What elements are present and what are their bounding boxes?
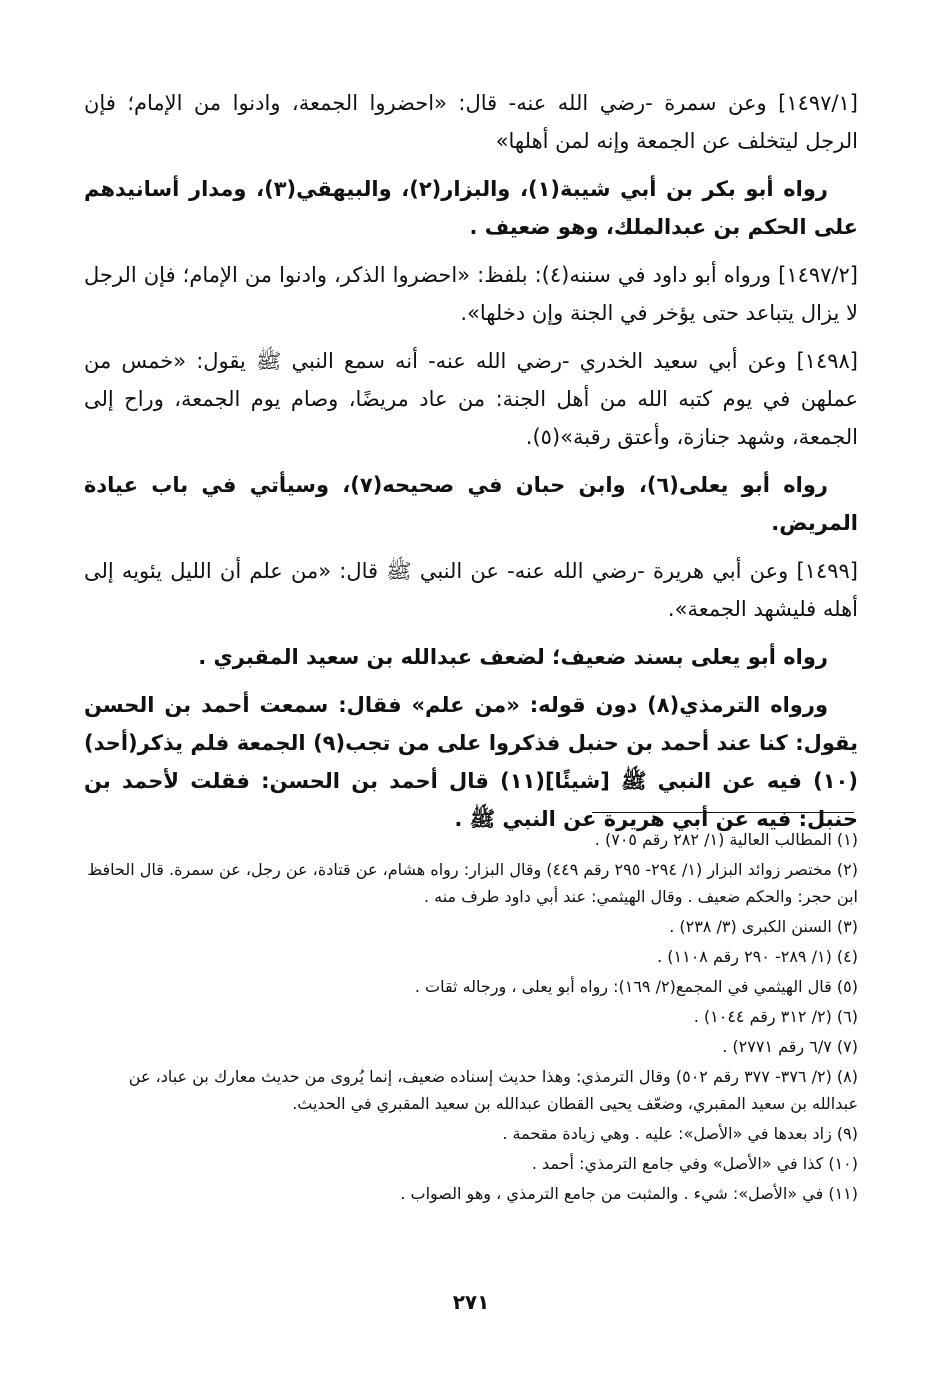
- footnote-8: (٨) (٢/ ٣٧٦- ٣٧٧ رقم ٥٠٢) وقال الترمذي: وهذا حديث إسناده ضعيف، إنما يُروى من حديث معارك بن عباد، عن عبدالله بن سعيد المقبري، وضعّف يحيى القطان عبدالله بن سعيد المقبري في الحديث.: [128, 1067, 858, 1113]
- footnote-10: (١٠) كذا في «الأصل» وفي جامع الترمذي: أحمد .: [531, 1154, 858, 1173]
- hadith-1498: [١٤٩٨] وعن أبي سعيد الخدري -رضي الله عنه- أنه سمع النبي ﷺ يقول: «خمس من عملهن في يوم كتبه الله من أهل الجنة: من عاد مريضًا، وصام يوم الجمعة، وراح إلى الجمعة، وشهد جنازة، وأعتق رقبة»(٥).: [84, 349, 858, 449]
- footnote-1: (١) المطالب العالية (١/ ٢٨٢ رقم ٧٠٥) .: [594, 830, 858, 849]
- footnote-7: (٧) ٦/٧ رقم ٢٧٧١) .: [722, 1037, 858, 1056]
- hadith-1497-1: [١٤٩٧/١] وعن سمرة -رضي الله عنه- قال: «احضروا الجمعة، وادنوا من الإمام؛ فإن الرجل ليتخلف عن الجمعة وإنه لمن أهلها»: [84, 91, 858, 153]
- takhrij-1499-abu-yala: رواه أبو يعلى بسند ضعيف؛ لضعف عبدالله بن سعيد المقبري .: [198, 645, 828, 669]
- footnote-9: (٩) زاد بعدها في «الأصل»: عليه . وهي زيادة مقحمة .: [502, 1124, 858, 1143]
- footnote-2: (٢) مختصر زوائد البزار (١/ ٢٩٤- ٢٩٥ رقم ٤٤٩) وقال البزار: رواه هشام، عن قتادة، عن رجل، عن سمرة. قال الحافظ ابن حجر: والحكم ضعيف . وقال الهيثمي: عند أبي داود طرف منه .: [87, 860, 858, 906]
- takhrij-1498: رواه أبو يعلى(٦)، وابن حبان في صحيحه(٧)، وسيأتي في باب عيادة المريض.: [84, 473, 858, 535]
- takhrij-1499-tirmidhi: ورواه الترمذي(٨) دون قوله: «من علم» فقال: سمعت أحمد بن الحسن يقول: كنا عند أحمد بن حنبل فذكروا على من تجب(٩) الجمعة فلم يذكر(أحد)(١٠) فيه عن النبي ﷺ [شيئًا](١١) قال أحمد بن الحسن: فقلت لأحمد بن حنبل: فيه عن أبي هريرة عن النبي ﷺ .: [84, 693, 858, 831]
- footnote-separator: [592, 812, 854, 813]
- hadith-1497-2: [١٤٩٧/٢] ورواه أبو داود في سننه(٤): بلفظ: «احضروا الذكر، وادنوا من الإمام؛ فإن الرجل لا يزال يتباعد حتى يؤخر في الجنة وإن دخلها».: [84, 263, 858, 325]
- footnote-11: (١١) في «الأصل»: شيء . والمثبت من جامع الترمذي ، وهو الصواب .: [400, 1184, 858, 1203]
- footnote-5: (٥) قال الهيثمي في المجمع(٢/ ١٦٩): رواه أبو يعلى ، ورجاله ثقات .: [414, 977, 858, 996]
- takhrij-1497-1: رواه أبو بكر بن أبي شيبة(١)، والبزار(٢)، والبيهقي(٣)، ومدار أسانيدهم على الحكم بن عبدالملك، وهو ضعيف .: [84, 177, 858, 239]
- footnotes-block: [84, 826, 858, 1210]
- footnote-3: (٣) السنن الكبرى (٣/ ٢٣٨) .: [669, 917, 858, 936]
- main-text-block: [84, 84, 858, 848]
- footnote-4: (٤) (١/ ٢٨٩- ٢٩٠ رقم ١١٠٨) .: [657, 947, 858, 966]
- page-number: ٢٧١: [452, 1290, 490, 1314]
- hadith-1499: [١٤٩٩] وعن أبي هريرة -رضي الله عنه- عن النبي ﷺ قال: «من علم أن الليل يئويه إلى أهله فليشهد الجمعة».: [84, 559, 858, 621]
- footnote-6: (٦) (٢/ ٣١٢ رقم ١٠٤٤) .: [693, 1007, 858, 1026]
